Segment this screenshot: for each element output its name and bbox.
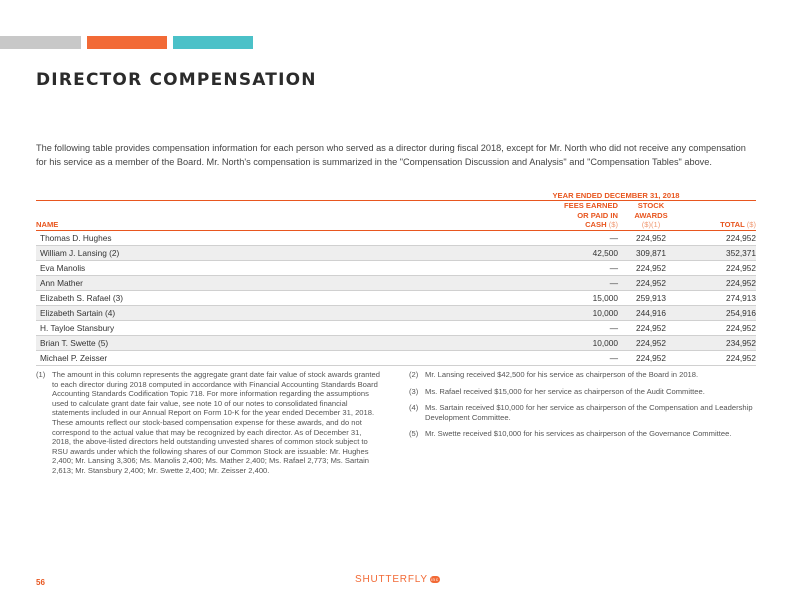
cell-total: 224,952 [684, 260, 756, 275]
table-row [36, 275, 756, 290]
cell-total: 254,916 [684, 305, 756, 320]
table-row [36, 350, 756, 365]
cell-total: 234,952 [684, 335, 756, 350]
footnote-text: Ms. Rafael received $15,000 for her service as chairperson of the Audit Committee. [425, 386, 705, 396]
footnote-number: (5) [409, 429, 419, 439]
cell-fees: 10,000 [476, 305, 618, 320]
logo-wordmark: SHUTTERFLY [355, 574, 428, 585]
cell-stock-awards: 224,952 [618, 260, 684, 275]
column-header-fees: FEES EARNED OR PAID IN CASH ($) [476, 201, 618, 231]
table-row [36, 230, 756, 245]
footnote-text: Ms. Sartain received $10,000 for her service as chairperson of the Compensation and Leadership Development Committee. [425, 403, 753, 422]
cell-fees: — [476, 230, 618, 245]
table-row [36, 335, 756, 350]
footnote-text: Mr. Lansing received $42,500 for his service as chairperson of the Board in 2018. [425, 370, 699, 379]
cell-name: Brian T. Swette (5) [36, 335, 476, 350]
column-header-stock-awards: STOCK AWARDS ($)(1) [618, 201, 684, 231]
footnote-text: Mr. Swette received $10,000 for his services as chairperson of the Governance Committee. [425, 429, 732, 439]
table-row [36, 245, 756, 260]
accent-bar-orange [87, 36, 167, 49]
cell-total: 274,913 [684, 290, 756, 305]
footnote-number: (4) [409, 403, 419, 413]
cell-total: 224,952 [684, 320, 756, 335]
page-title: DIRECTOR COMPENSATION [36, 70, 317, 90]
cell-fees: 42,500 [476, 245, 618, 260]
cell-name: Eva Manolis [36, 260, 476, 275]
intro-paragraph: The following table provides compensation information for each person who served as a director during fiscal 2018, except for Mr. North who did not receive any compensation for his service as a member of the Board. Mr. North's compensation is summarized in the "Compensation Discussion and Analysis" and "Compensation Tables" above. [36, 143, 746, 167]
footnote-2 [409, 370, 757, 380]
cell-name: H. Tayloe Stansbury [36, 320, 476, 335]
cell-stock-awards: 224,952 [618, 230, 684, 245]
column-header-name: NAME [36, 201, 476, 231]
footnote-number: (3) [409, 386, 419, 396]
footnote-3 [409, 387, 757, 397]
page-number: 56 [36, 578, 45, 587]
cell-name: Thomas D. Hughes [36, 230, 476, 245]
cell-total: 224,952 [684, 230, 756, 245]
accent-bar-gray [0, 36, 81, 49]
footnotes-left-column [36, 370, 382, 483]
cell-fees: — [476, 260, 618, 275]
period-label: YEAR ENDED DECEMBER 31, 2018 [476, 188, 756, 201]
logo-inc-mark: inc [430, 577, 439, 582]
cell-stock-awards: 224,952 [618, 320, 684, 335]
accent-bar-teal [173, 36, 253, 49]
column-header-row [36, 201, 756, 231]
footnote-number: (2) [409, 370, 419, 379]
cell-fees: — [476, 350, 618, 365]
cell-fees: 15,000 [476, 290, 618, 305]
footnote-4 [409, 403, 757, 422]
director-compensation-table [36, 188, 756, 366]
period-header-row [36, 188, 756, 201]
header-accent-bars [0, 36, 260, 49]
cell-fees: — [476, 320, 618, 335]
cell-stock-awards: 224,952 [618, 350, 684, 365]
table-row [36, 290, 756, 305]
column-header-total: TOTAL ($) [684, 201, 756, 231]
cell-fees: — [476, 275, 618, 290]
table-row [36, 320, 756, 335]
cell-name: William J. Lansing (2) [36, 245, 476, 260]
footnote-1 [36, 370, 382, 476]
cell-name: Ann Mather [36, 275, 476, 290]
table-row [36, 305, 756, 320]
cell-name: Elizabeth Sartain (4) [36, 305, 476, 320]
table-row [36, 260, 756, 275]
footnote-5 [409, 429, 757, 439]
cell-fees: 10,000 [476, 335, 618, 350]
cell-total: 224,952 [684, 350, 756, 365]
cell-name: Michael P. Zeisser [36, 350, 476, 365]
cell-stock-awards: 309,871 [618, 245, 684, 260]
cell-stock-awards: 224,952 [618, 275, 684, 290]
cell-name: Elizabeth S. Rafael (3) [36, 290, 476, 305]
shutterfly-logo [355, 574, 440, 585]
footnotes-right-column [409, 370, 757, 446]
footnote-text: The amount in this column represents the aggregate grant date fair value of stock awards granted to each director during 2018 computed in accordance with Financial Accounting Standards Board Accounting Standards Codification Topic 718. For more information regarding the assumptions used to calculate grant date fair value, see note 10 of our notes to consolidated financial statements included in our Annual Report on Form 10-K for the year ended December 31, 2018. These amounts reflect our stock-based compensation expense for these awards, and do not correspond to the actual value that may be recognized by each director. As of December 31, 2018, the above-listed directors held outstanding unvested shares of common stock subject to RSU awards under which the following shares of our Common Stock are issuable: Mr. Hughes 2,400; Mr. Lansing 3,306; Ms. Manolis 2,400; Ms. Mather 2,400; Ms. Rafael 2,773; Ms. Sartain 2,613; Mr. Stansbury 2,400; Mr. Swette 2,400; Mr. Zeisser 2,400. [52, 370, 380, 475]
cell-stock-awards: 259,913 [618, 290, 684, 305]
cell-total: 352,371 [684, 245, 756, 260]
cell-stock-awards: 244,916 [618, 305, 684, 320]
cell-total: 224,952 [684, 275, 756, 290]
footnote-number: (1) [36, 370, 46, 379]
cell-stock-awards: 224,952 [618, 335, 684, 350]
